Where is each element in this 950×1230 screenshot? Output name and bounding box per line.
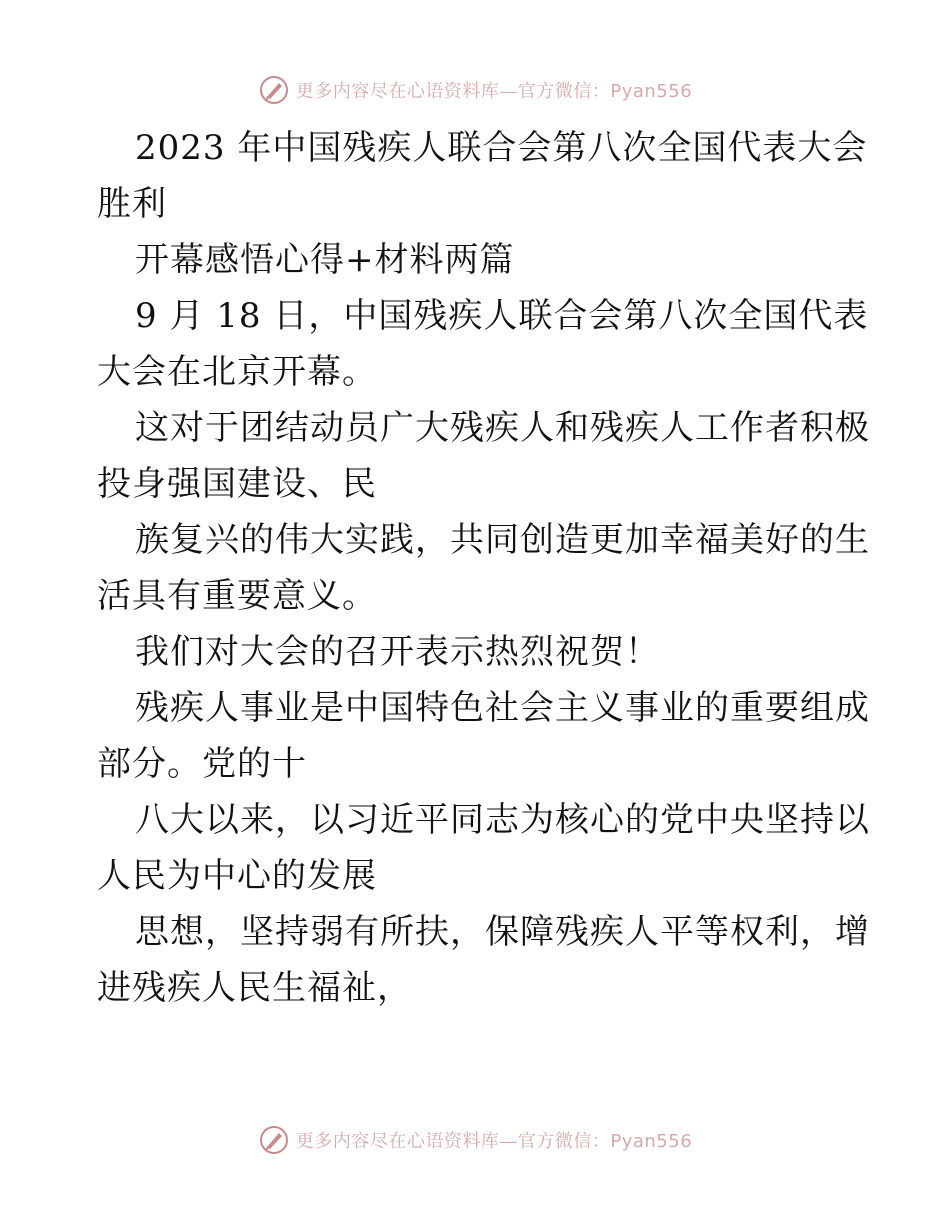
text-line: 族复兴的伟大实践，共同创造更加幸福美好的生 xyxy=(135,520,870,560)
text-line: 进残疾人民生福祉， xyxy=(97,968,412,1008)
text-line: 9 月 18 日，中国残疾人联合会第八次全国代表 xyxy=(135,296,869,336)
watermark-text: 更多内容尽在心语资料库—官方微信：Pyan556 xyxy=(295,81,693,102)
watermark-footer xyxy=(0,1122,950,1158)
text-line: 开幕感悟心得+材料两篇 xyxy=(135,240,515,280)
text-line: 2023 年中国残疾人联合会第八次全国代表大会 xyxy=(135,128,868,168)
text-line: 人民为中心的发展 xyxy=(97,856,377,896)
text-line: 我们对大会的召开表示热烈祝贺！ xyxy=(135,632,660,672)
quill-logo-icon xyxy=(258,74,290,106)
text-line: 八大以来，以习近平同志为核心的党中央坚持以 xyxy=(135,800,870,840)
watermark-header xyxy=(0,72,950,108)
text-line: 这对于团结动员广大残疾人和残疾人工作者积极 xyxy=(135,408,870,448)
document-body xyxy=(97,120,877,1016)
text-line: 胜利 xyxy=(97,184,167,224)
text-line: 投身强国建设、民 xyxy=(97,464,377,504)
quill-logo-icon xyxy=(258,1124,290,1156)
text-line: 部分。党的十 xyxy=(97,744,307,784)
text-line: 思想，坚持弱有所扶，保障残疾人平等权利，增 xyxy=(135,912,870,952)
text-line: 大会在北京开幕。 xyxy=(97,352,377,392)
text-line: 活具有重要意义。 xyxy=(97,576,377,616)
text-line: 残疾人事业是中国特色社会主义事业的重要组成 xyxy=(135,688,870,728)
watermark-text: 更多内容尽在心语资料库—官方微信：Pyan556 xyxy=(295,1131,693,1152)
